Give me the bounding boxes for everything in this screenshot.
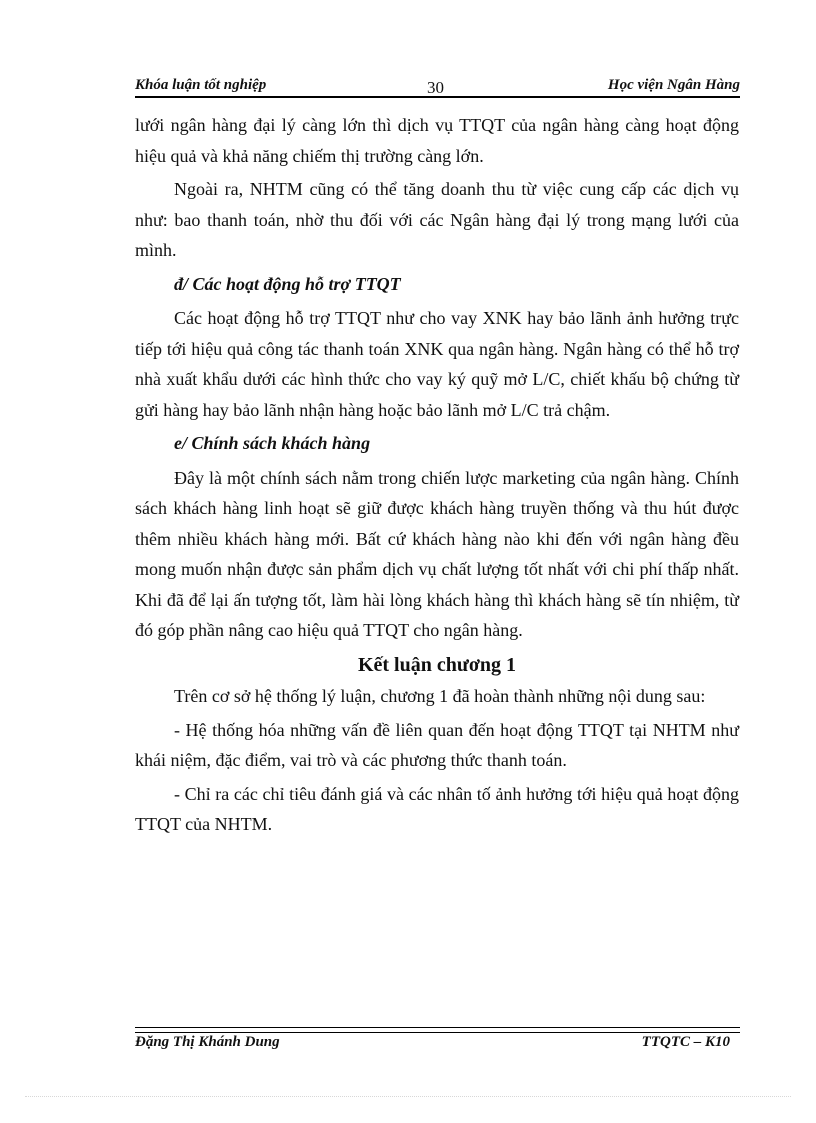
header-thesis-label: Khóa luận tốt nghiệp [135, 77, 267, 93]
page-footer [135, 1034, 740, 1056]
page-header [135, 76, 740, 98]
document-body [135, 110, 739, 843]
paragraph-3: Các hoạt động hỗ trợ TTQT như cho vay XNK hay bảo lãnh ảnh hưởng trực tiếp tới hiệu quả công tác thanh toán XNK qua ngân hàng. Ngân hàng có thể hỗ trợ nhà xuất khẩu dưới các hình thức cho vay ký quỹ mở L/C, chiết khấu bộ chứng từ gửi hàng hay bảo lãnh nhận hàng hoặc bảo lãnh mở L/C trả chậm. [135, 308, 739, 420]
footer-author: Đặng Thị Khánh Dung [135, 1034, 280, 1050]
header-rule [135, 96, 740, 98]
paragraph-1: lưới ngân hàng đại lý càng lớn thì dịch vụ TTQT của ngân hàng càng hoạt động hiệu quả và khả năng chiếm thị trường càng lớn. [135, 115, 739, 166]
footer-class-code: TTQTC – K10 [641, 1034, 730, 1050]
section-heading-e: e/ Chính sách khách hàng [174, 433, 371, 453]
bullet-2: - Chỉ ra các chỉ tiêu đánh giá và các nhân tố ảnh hưởng tới hiệu quả hoạt động TTQT của NHTM. [135, 783, 739, 834]
chapter-conclusion-title: Kết luận chương 1 [357, 653, 517, 676]
paragraph-2: Ngoài ra, NHTM cũng có thể tăng doanh thu từ việc cung cấp các dịch vụ như: bao thanh toán, nhờ thu đối với các Ngân hàng đại lý trong mạng lưới của mình. [135, 179, 739, 260]
section-heading-d: đ/ Các hoạt động hỗ trợ TTQT [174, 273, 401, 294]
page-boundary-divider [25, 1096, 791, 1097]
page-number: 30 [427, 78, 444, 97]
header-institution: Học viện Ngân Hàng [607, 77, 740, 93]
footer-rule [135, 1027, 740, 1033]
paragraph-5: Trên cơ sở hệ thống lý luận, chương 1 đã hoàn thành những nội dung sau: [174, 686, 706, 706]
bullet-1: - Hệ thống hóa những vấn đề liên quan đến hoạt động TTQT tại NHTM như khái niệm, đặc điểm, vai trò và các phương thức thanh toán. [135, 719, 739, 770]
paragraph-4: Đây là một chính sách nằm trong chiến lược marketing của ngân hàng. Chính sách khách hàng linh hoạt sẽ giữ được khách hàng truyền thống và thu hút được thêm nhiều khách hàng mới. Bất cứ khách hàng nào khi đến với ngân hàng đều mong muốn nhận được sản phẩm dịch vụ chất lượng tốt nhất với chi phí thấp nhất. Khi đã để lại ấn tượng tốt, làm hài lòng khách hàng thì khách hàng sẽ tín nhiệm, từ đó góp phần nâng cao hiệu quả TTQT cho ngân hàng. [135, 467, 739, 640]
